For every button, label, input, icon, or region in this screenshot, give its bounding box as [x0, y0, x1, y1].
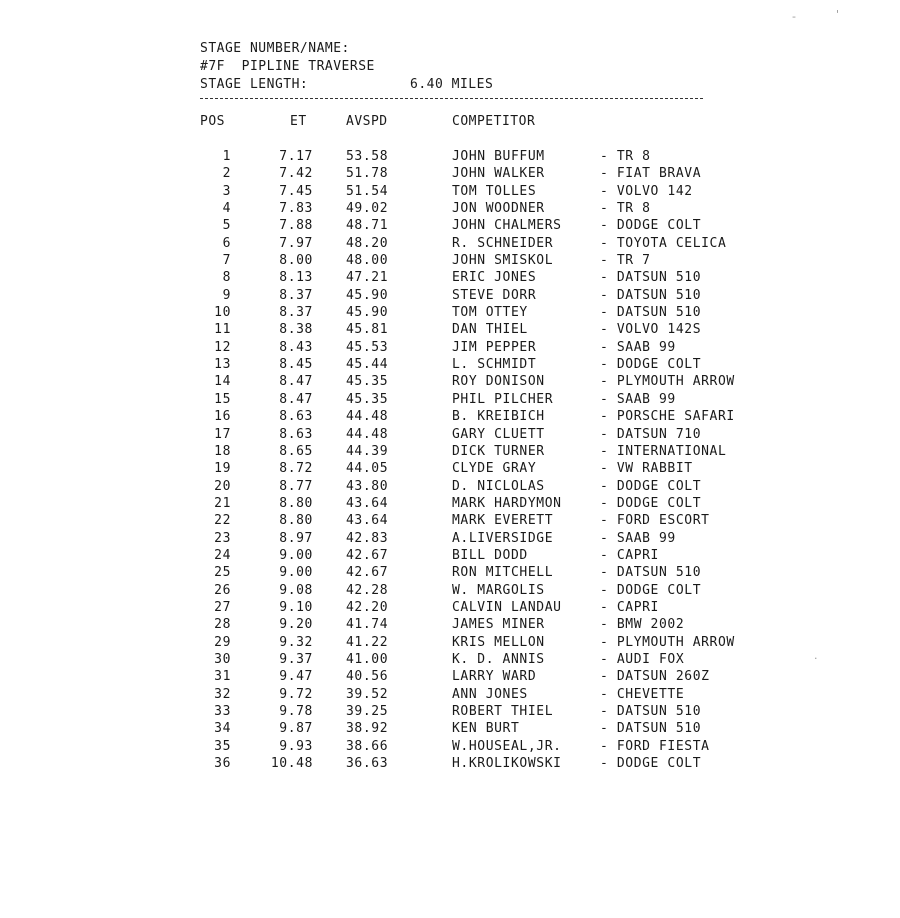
elapsed-time-cell: 8.37	[279, 287, 313, 303]
driver-cell: BILL DODD	[452, 547, 528, 563]
stage-name: #7F PIPLINE TRAVERSE	[200, 59, 375, 74]
position-cell: 14	[214, 374, 231, 390]
average-speed-cell: 47.21	[346, 270, 389, 286]
elapsed-time-cell: 9.87	[279, 721, 313, 737]
table-row	[0, 478, 900, 495]
driver-cell: A.LIVERSIDGE	[452, 530, 554, 546]
driver-cell: CALVIN LANDAU	[452, 599, 562, 615]
stage-label: STAGE NUMBER/NAME:	[200, 41, 350, 56]
elapsed-time-cell: 8.77	[279, 478, 313, 494]
car-cell: - DATSUN 510	[600, 565, 702, 581]
elapsed-time-cell: 8.63	[279, 409, 313, 425]
table-row	[0, 651, 900, 668]
car-cell: - DODGE COLT	[600, 357, 702, 373]
average-speed-cell: 43.80	[346, 478, 389, 494]
car-cell: - PLYMOUTH ARROW	[600, 634, 735, 650]
driver-cell: PHIL PILCHER	[452, 391, 554, 407]
elapsed-time-cell: 8.00	[279, 253, 313, 269]
car-cell: - PORSCHE SAFARI	[600, 409, 735, 425]
average-speed-cell: 45.35	[346, 374, 389, 390]
table-row	[0, 269, 900, 286]
position-cell: 1	[222, 149, 231, 164]
elapsed-time-cell: 8.65	[279, 443, 313, 459]
position-cell: 29	[214, 634, 231, 650]
car-cell: - FIAT BRAVA	[600, 166, 702, 182]
table-row	[0, 703, 900, 720]
position-cell: 18	[214, 443, 231, 459]
car-cell: - VW RABBIT	[600, 461, 693, 477]
car-cell: - DATSUN 510	[600, 704, 702, 719]
elapsed-time-cell: 9.72	[279, 686, 313, 702]
car-cell: - DATSUN 260Z	[600, 669, 710, 685]
driver-cell: JOHN WALKER	[452, 166, 545, 182]
table-row	[0, 720, 900, 737]
driver-cell: JOHN BUFFUM	[452, 149, 545, 164]
driver-cell: DAN THIEL	[452, 322, 528, 338]
elapsed-time-cell: 8.47	[279, 374, 313, 390]
position-cell: 31	[214, 669, 231, 685]
car-cell: - DODGE COLT	[600, 582, 702, 598]
car-cell: - VOLVO 142S	[600, 322, 702, 338]
average-speed-cell: 42.20	[346, 599, 389, 615]
scan-speck: -	[792, 10, 796, 23]
table-row	[0, 217, 900, 234]
driver-cell: KRIS MELLON	[452, 634, 545, 650]
elapsed-time-cell: 8.43	[279, 339, 313, 355]
position-cell: 36	[214, 756, 231, 772]
elapsed-time-cell: 8.13	[279, 270, 313, 286]
driver-cell: DICK TURNER	[452, 443, 545, 459]
driver-cell: KEN BURT	[452, 721, 520, 737]
car-cell: - TR 7	[600, 253, 651, 269]
stage-header	[200, 40, 493, 94]
table-row	[0, 183, 900, 200]
elapsed-time-cell: 7.45	[279, 183, 313, 199]
average-speed-cell: 51.54	[346, 183, 389, 199]
elapsed-time-cell: 7.88	[279, 218, 313, 234]
elapsed-time-cell: 9.08	[279, 582, 313, 598]
driver-cell: K. D. ANNIS	[452, 651, 545, 667]
position-cell: 13	[214, 357, 231, 373]
elapsed-time-cell: 9.78	[279, 704, 313, 719]
position-cell: 8	[222, 270, 231, 286]
elapsed-time-cell: 7.97	[279, 235, 313, 251]
position-cell: 22	[214, 513, 231, 529]
position-cell: 34	[214, 721, 231, 737]
car-cell: - BMW 2002	[600, 617, 685, 633]
position-cell: 7	[222, 253, 231, 269]
position-cell: 30	[214, 651, 231, 667]
average-speed-cell: 45.53	[346, 339, 389, 355]
average-speed-cell: 41.00	[346, 651, 389, 667]
table-row	[0, 634, 900, 651]
average-speed-cell: 42.83	[346, 530, 389, 546]
car-cell: - TR 8	[600, 201, 651, 217]
car-cell: - SAAB 99	[600, 530, 676, 546]
driver-cell: D. NICLOLAS	[452, 478, 545, 494]
position-cell: 10	[214, 305, 231, 321]
car-cell: - SAAB 99	[600, 391, 676, 407]
position-cell: 2	[222, 166, 231, 182]
position-cell: 24	[214, 547, 231, 563]
position-cell: 3	[222, 183, 231, 199]
table-row	[0, 287, 900, 304]
driver-cell: RON MITCHELL	[452, 565, 554, 581]
driver-cell: LARRY WARD	[452, 669, 537, 685]
column-header-avspd: AVSPD	[346, 114, 388, 129]
car-cell: - AUDI FOX	[600, 651, 685, 667]
car-cell: - DATSUN 510	[600, 270, 702, 286]
elapsed-time-cell: 8.37	[279, 305, 313, 321]
average-speed-cell: 42.28	[346, 582, 389, 598]
driver-cell: ERIC JONES	[452, 270, 537, 286]
car-cell: - DATSUN 710	[600, 426, 702, 442]
table-row	[0, 616, 900, 633]
table-row	[0, 686, 900, 703]
car-cell: - DODGE COLT	[600, 478, 702, 494]
position-cell: 6	[222, 235, 231, 251]
driver-cell: JIM PEPPER	[452, 339, 537, 355]
average-speed-cell: 42.67	[346, 565, 389, 581]
elapsed-time-cell: 8.38	[279, 322, 313, 338]
average-speed-cell: 41.22	[346, 634, 389, 650]
car-cell: - CAPRI	[600, 599, 659, 615]
car-cell: - DODGE COLT	[600, 218, 702, 234]
average-speed-cell: 43.64	[346, 495, 389, 511]
position-cell: 16	[214, 409, 231, 425]
car-cell: - DODGE COLT	[600, 756, 702, 772]
position-cell: 32	[214, 686, 231, 702]
position-cell: 33	[214, 704, 231, 719]
position-cell: 11	[214, 322, 231, 338]
car-cell: - DATSUN 510	[600, 305, 702, 321]
average-speed-cell: 44.48	[346, 426, 389, 442]
driver-cell: CLYDE GRAY	[452, 461, 537, 477]
scan-speck: '	[836, 8, 840, 21]
table-row	[0, 512, 900, 529]
table-row	[0, 530, 900, 547]
position-cell: 23	[214, 530, 231, 546]
elapsed-time-cell: 9.32	[279, 634, 313, 650]
car-cell: - FORD ESCORT	[600, 513, 710, 529]
driver-cell: JOHN CHALMERS	[452, 218, 562, 234]
elapsed-time-cell: 9.93	[279, 738, 313, 754]
stage-length-line	[200, 76, 493, 94]
driver-cell: W.HOUSEAL,JR.	[452, 738, 562, 754]
position-cell: 25	[214, 565, 231, 581]
elapsed-time-cell: 8.45	[279, 357, 313, 373]
table-row	[0, 460, 900, 477]
average-speed-cell: 48.71	[346, 218, 389, 234]
elapsed-time-cell: 9.00	[279, 565, 313, 581]
elapsed-time-cell: 8.72	[279, 461, 313, 477]
position-cell: 19	[214, 461, 231, 477]
car-cell: - SAAB 99	[600, 339, 676, 355]
car-cell: - VOLVO 142	[600, 183, 693, 199]
driver-cell: JAMES MINER	[452, 617, 545, 633]
average-speed-cell: 39.25	[346, 704, 389, 719]
table-row	[0, 564, 900, 581]
elapsed-time-cell: 9.47	[279, 669, 313, 685]
driver-cell: ROBERT THIEL	[452, 704, 554, 719]
car-cell: - DATSUN 510	[600, 287, 702, 303]
average-speed-cell: 48.20	[346, 235, 389, 251]
table-row	[0, 547, 900, 564]
elapsed-time-cell: 10.48	[270, 756, 313, 772]
average-speed-cell: 41.74	[346, 617, 389, 633]
elapsed-time-cell: 9.20	[279, 617, 313, 633]
average-speed-cell: 53.58	[346, 149, 389, 164]
table-row	[0, 426, 900, 443]
elapsed-time-cell: 8.47	[279, 391, 313, 407]
driver-cell: R. SCHNEIDER	[452, 235, 554, 251]
car-cell: - PLYMOUTH ARROW	[600, 374, 735, 390]
driver-cell: MARK EVERETT	[452, 513, 554, 529]
table-row	[0, 738, 900, 755]
car-cell: - DODGE COLT	[600, 495, 702, 511]
car-cell: - DATSUN 510	[600, 721, 702, 737]
table-row	[0, 755, 900, 772]
table-row	[0, 252, 900, 269]
average-speed-cell: 51.78	[346, 166, 389, 182]
table-row	[0, 321, 900, 338]
stage-length-label: STAGE LENGTH:	[200, 77, 309, 92]
driver-cell: ROY DONISON	[452, 374, 545, 390]
driver-cell: JON WOODNER	[452, 201, 545, 217]
average-speed-cell: 42.67	[346, 547, 389, 563]
position-cell: 28	[214, 617, 231, 633]
car-cell: - TR 8	[600, 149, 651, 164]
car-cell: - INTERNATIONAL	[600, 443, 727, 459]
average-speed-cell: 45.44	[346, 357, 389, 373]
position-cell: 20	[214, 478, 231, 494]
position-cell: 35	[214, 738, 231, 754]
position-cell: 5	[222, 218, 231, 234]
scan-speck: ·	[814, 652, 818, 665]
average-speed-cell: 38.92	[346, 721, 389, 737]
car-cell: - TOYOTA CELICA	[600, 235, 727, 251]
car-cell: - FORD FIESTA	[600, 738, 710, 754]
elapsed-time-cell: 9.10	[279, 599, 313, 615]
table-row	[0, 356, 900, 373]
table-row	[0, 443, 900, 460]
elapsed-time-cell: 8.63	[279, 426, 313, 442]
elapsed-time-cell: 9.00	[279, 547, 313, 563]
position-cell: 4	[222, 201, 231, 217]
table-row	[0, 373, 900, 390]
average-speed-cell: 45.90	[346, 305, 389, 321]
position-cell: 9	[222, 287, 231, 303]
driver-cell: TOM TOLLES	[452, 183, 537, 199]
header-divider	[200, 98, 703, 99]
stage-length-value: 6.40 MILES	[410, 77, 494, 92]
elapsed-time-cell: 9.37	[279, 651, 313, 667]
position-cell: 21	[214, 495, 231, 511]
average-speed-cell: 43.64	[346, 513, 389, 529]
position-cell: 12	[214, 339, 231, 355]
average-speed-cell: 40.56	[346, 669, 389, 685]
table-row	[0, 304, 900, 321]
position-cell: 26	[214, 582, 231, 598]
elapsed-time-cell: 8.97	[279, 530, 313, 546]
driver-cell: H.KROLIKOWSKI	[452, 756, 562, 772]
driver-cell: ANN JONES	[452, 686, 528, 702]
elapsed-time-cell: 8.80	[279, 495, 313, 511]
elapsed-time-cell: 7.17	[279, 149, 313, 164]
column-header-pos: POS	[200, 114, 225, 129]
driver-cell: W. MARGOLIS	[452, 582, 545, 598]
average-speed-cell: 44.39	[346, 443, 389, 459]
table-row	[0, 582, 900, 599]
average-speed-cell: 49.02	[346, 201, 389, 217]
table-row	[0, 235, 900, 252]
table-row	[0, 339, 900, 356]
table-row	[0, 200, 900, 217]
position-cell: 17	[214, 426, 231, 442]
average-speed-cell: 44.05	[346, 461, 389, 477]
average-speed-cell: 45.35	[346, 391, 389, 407]
table-row	[0, 668, 900, 685]
driver-cell: L. SCHMIDT	[452, 357, 537, 373]
driver-cell: TOM OTTEY	[452, 305, 528, 321]
driver-cell: MARK HARDYMON	[452, 495, 562, 511]
table-row	[0, 495, 900, 512]
table-row	[0, 599, 900, 616]
position-cell: 27	[214, 599, 231, 615]
table-row	[0, 165, 900, 182]
average-speed-cell: 39.52	[346, 686, 389, 702]
results-table	[0, 148, 900, 772]
average-speed-cell: 45.90	[346, 287, 389, 303]
table-row	[0, 408, 900, 425]
position-cell: 15	[214, 391, 231, 407]
elapsed-time-cell: 8.80	[279, 513, 313, 529]
average-speed-cell: 45.81	[346, 322, 389, 338]
table-row	[0, 391, 900, 408]
table-row	[0, 148, 900, 165]
average-speed-cell: 48.00	[346, 253, 389, 269]
car-cell: - CHEVETTE	[600, 686, 685, 702]
column-header-competitor: COMPETITOR	[452, 114, 536, 129]
car-cell: - CAPRI	[600, 547, 659, 563]
column-header-et: ET	[290, 114, 307, 129]
average-speed-cell: 36.63	[346, 756, 389, 772]
driver-cell: STEVE DORR	[452, 287, 537, 303]
average-speed-cell: 44.48	[346, 409, 389, 425]
elapsed-time-cell: 7.83	[279, 201, 313, 217]
elapsed-time-cell: 7.42	[279, 166, 313, 182]
driver-cell: JOHN SMISKOL	[452, 253, 554, 269]
driver-cell: B. KREIBICH	[452, 409, 545, 425]
driver-cell: GARY CLUETT	[452, 426, 545, 442]
average-speed-cell: 38.66	[346, 738, 389, 754]
